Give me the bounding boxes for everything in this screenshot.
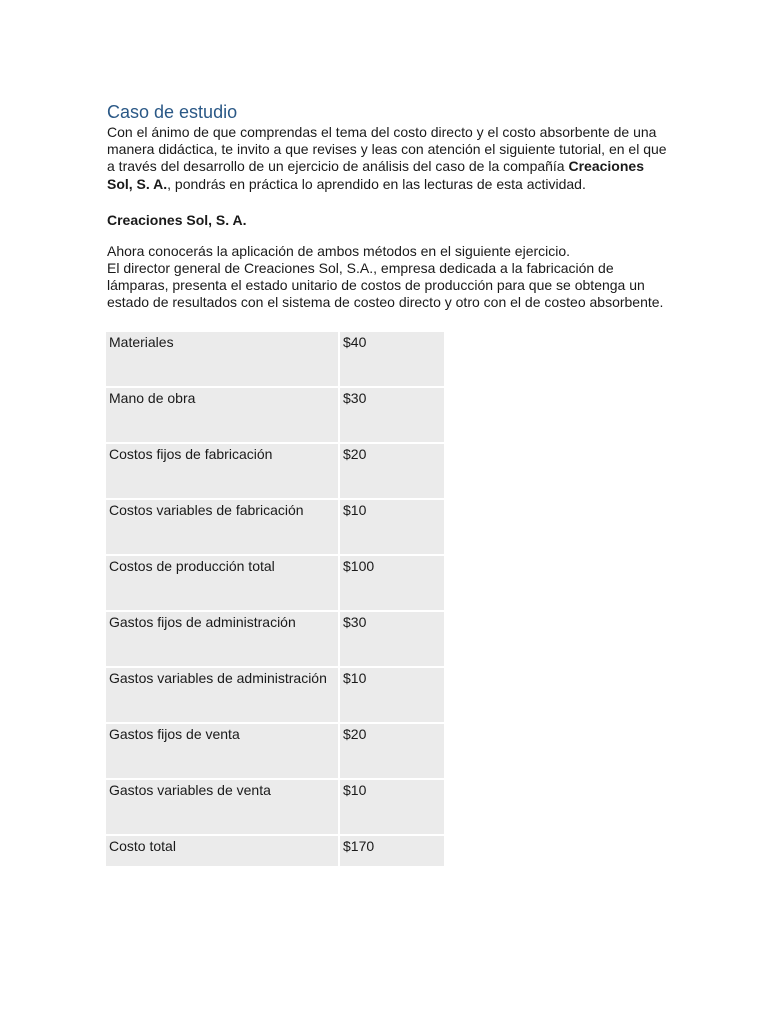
methods-paragraph: Ahora conocerás la aplicación de ambos métodos en el siguiente ejercicio. — [107, 242, 571, 259]
director-paragraph: El director general de Creaciones Sol, S.A., empresa dedicada a la fabricación de lámparas, presenta el estado unitario de costos de producción para que se obtenga un estado de resultados con el sistema de costeo directo y otro con el de costeo absorbente. — [107, 260, 664, 311]
intro-company-name: Creaciones Sol, S. A. — [107, 158, 644, 192]
cost-label: Costos de producción total — [106, 556, 338, 610]
unit-cost-table — [104, 330, 446, 868]
table-row — [106, 668, 444, 722]
table-row — [106, 332, 444, 386]
table-row — [106, 780, 444, 834]
table-row — [106, 724, 444, 778]
table-row — [106, 500, 444, 554]
cost-value: $10 — [340, 780, 444, 834]
cost-value: $40 — [340, 332, 444, 386]
table-row — [106, 444, 444, 498]
cost-label: Costos fijos de fabricación — [106, 444, 338, 498]
cost-value: $170 — [340, 836, 444, 866]
table-row — [106, 612, 444, 666]
cost-label: Gastos variables de venta — [106, 780, 338, 834]
cost-label: Gastos fijos de venta — [106, 724, 338, 778]
company-subheading: Creaciones Sol, S. A. — [107, 211, 247, 228]
table-row — [106, 836, 444, 866]
intro-text-after: , pondrás en práctica lo aprendido en las lecturas de esta actividad. — [167, 175, 586, 192]
cost-value: $100 — [340, 556, 444, 610]
cost-label: Gastos fijos de administración — [106, 612, 338, 666]
table-row — [106, 388, 444, 442]
intro-paragraph — [107, 124, 667, 193]
cost-value: $10 — [340, 500, 444, 554]
cost-label: Costo total — [106, 836, 338, 866]
page-title: Caso de estudio — [107, 102, 238, 122]
cost-label: Mano de obra — [106, 388, 338, 442]
table-row — [106, 556, 444, 610]
cost-label: Costos variables de fabricación — [106, 500, 338, 554]
cost-label: Materiales — [106, 332, 338, 386]
cost-label: Gastos variables de administración — [106, 668, 338, 722]
intro-text-before: Con el ánimo de que comprendas el tema del costo directo y el costo absorbente de una manera didáctica, te invito a que revises y leas con atención el siguiente tutorial, en el que a través del desarrollo de un ejercicio de análisis del caso de la compañía — [107, 124, 667, 175]
document-body — [107, 100, 667, 868]
cost-value: $30 — [340, 612, 444, 666]
cost-value: $30 — [340, 388, 444, 442]
cost-value: $20 — [340, 444, 444, 498]
cost-value: $10 — [340, 668, 444, 722]
cost-value: $20 — [340, 724, 444, 778]
